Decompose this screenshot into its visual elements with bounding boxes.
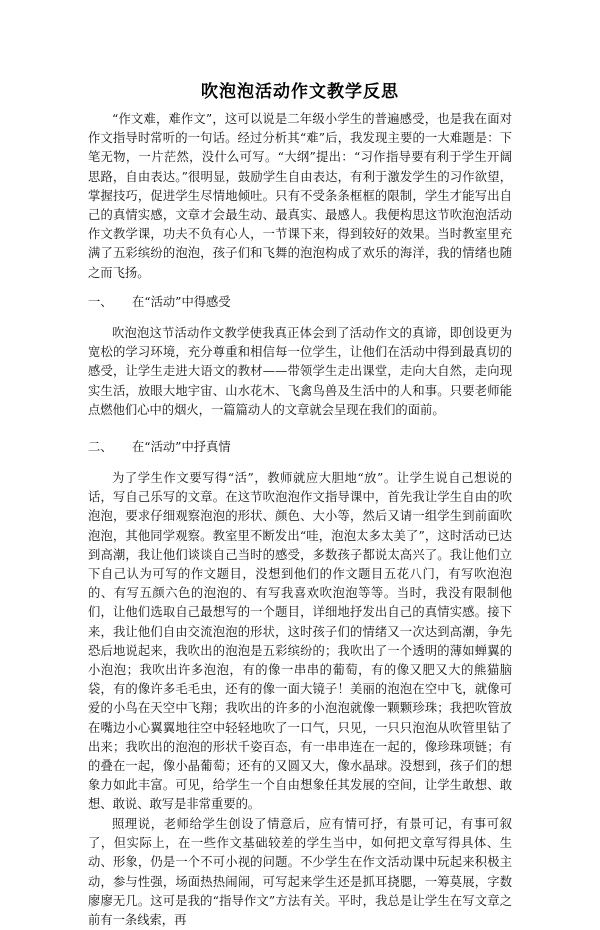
section1-paragraph: 吹泡泡这节活动作文教学使我真正体会到了活动作文的真谛，即创设更为宽松的学习环境，充分尊重和相信每一位学生，让他们在活动中得到最真切的感受，让学生走进大语文的教材——带领学生走出课堂，走向大自然，走向现实生活，放眼大地宇宙、山水花木、飞禽鸟兽及生活中的人和事。只要老师能点燃他们心中的烟火，一篇篇动人的文章就会呈现在我们的面前。 (88, 326, 512, 417)
section2-heading (88, 438, 512, 457)
section2-number: 二、 (88, 440, 113, 454)
section1-number: 一、 (88, 295, 113, 309)
document-title: 吹泡泡活动作文教学反思 (201, 82, 399, 102)
intro-paragraph: “作文难，难作文”，这可以说是二年级小学生的普遍感受，也是我在面对作文指导时常听的一句话。经过分析其“难”后，我发现主要的一大难题是：下笔无物，一片茫然，没什么可写。“大纲”提出：“习作指导要有利于学生开阔思路，自由表达。”很明显，鼓励学生自由表达，有利于激发学生的习作欲望，掌握技巧，促进学生尽情地倾吐。只有不受条条框框的限制，学生才能写出自己的真情实感，文章才会最生动、最真实、最感人。我便构思这节吹泡泡活动作文教学课，功夫不负有心人，一节课下来，得到较好的效果。当时教室里充满了五彩缤纷的泡泡，孩子们和飞舞的泡泡构成了欢乐的海洋，我的情绪也随之而飞扬。 (88, 112, 512, 280)
section2-paragraph-2: 照理说，老师给学生创设了情意后，应有情可抒，有景可记，有事可叙了，但实际上，在一些作文基础较差的学生当中，如何把文章写得具体、生动、形象，仍是一个不可小视的问题。不少学生在作文活动课中玩起来积极主动，参与性强，场面热热闹闹，可写起来学生还是抓耳挠腮，一筹莫展，字数廖廖无几。这可是我的“指导作文”方法有关。平时，我总是让学生在写文章之前有一条线索，再 (88, 817, 512, 928)
section1-heading (88, 293, 512, 312)
section2-paragraph-1: 为了学生作文要写得“活”，教师就应大胆地“放”。让学生说自己想说的话，写自己乐写的文章。在这节吹泡泡作文指导课中，首先我让学生自由的吹泡泡，要求仔细观察泡泡的形状、颜色、大小等，然后又请一组学生到前面吹泡泡，其他同学观察。教室里不断发出“哇，泡泡太多太美了”，这时活动已达到高潮，我让他们谈谈自己当时的感受，多数孩子都说太高兴了。我让他们立下自己认为可写的作文题目，没想到他们的作文题目五花八门，有写吹泡泡的、有写五颜六色的泡泡的、有写我喜欢吹泡泡等等。当时，我没有限制他们，让他们选取自己最想写的一个题目，详细地抒发出自己的真情实感。接下来，我让他们自由交流泡泡的形状，这时孩子们的情绪又一次达到高潮，争先恐后地说起来，我吹出的泡泡是五彩缤纷的；我吹出了一个透明的薄如蝉翼的小泡泡；我吹出许多泡泡，有的像一串串的葡萄，有的像又肥又大的熊猫脑袋，有的像许多毛毛虫，还有的像一面大镜子！美丽的泡泡在空中飞，就像可爱的小鸟在天空中飞翔；我吹出的许多的小泡泡就像一颗颗珍珠；我把吹管放在嘴边小心翼翼地往空中轻轻地吹了一口气，只见，一只只泡泡从吹管里钻了出来；我吹出的泡泡的形状千姿百态，有一串串连在一起的，像珍珠项链；有的叠在一起，像小晶葡萄；还有的又圆又大，像水晶球。没想到，孩子们的想象力如此丰富。可见，给学生一个自由想象任其发展的空间，让学生敢想、敢想、敢说、敢写是非常重要的。 (88, 471, 512, 812)
section1-title: 在“活动”中得感受 (132, 295, 231, 309)
section2-title: 在“活动”中抒真情 (132, 440, 231, 454)
